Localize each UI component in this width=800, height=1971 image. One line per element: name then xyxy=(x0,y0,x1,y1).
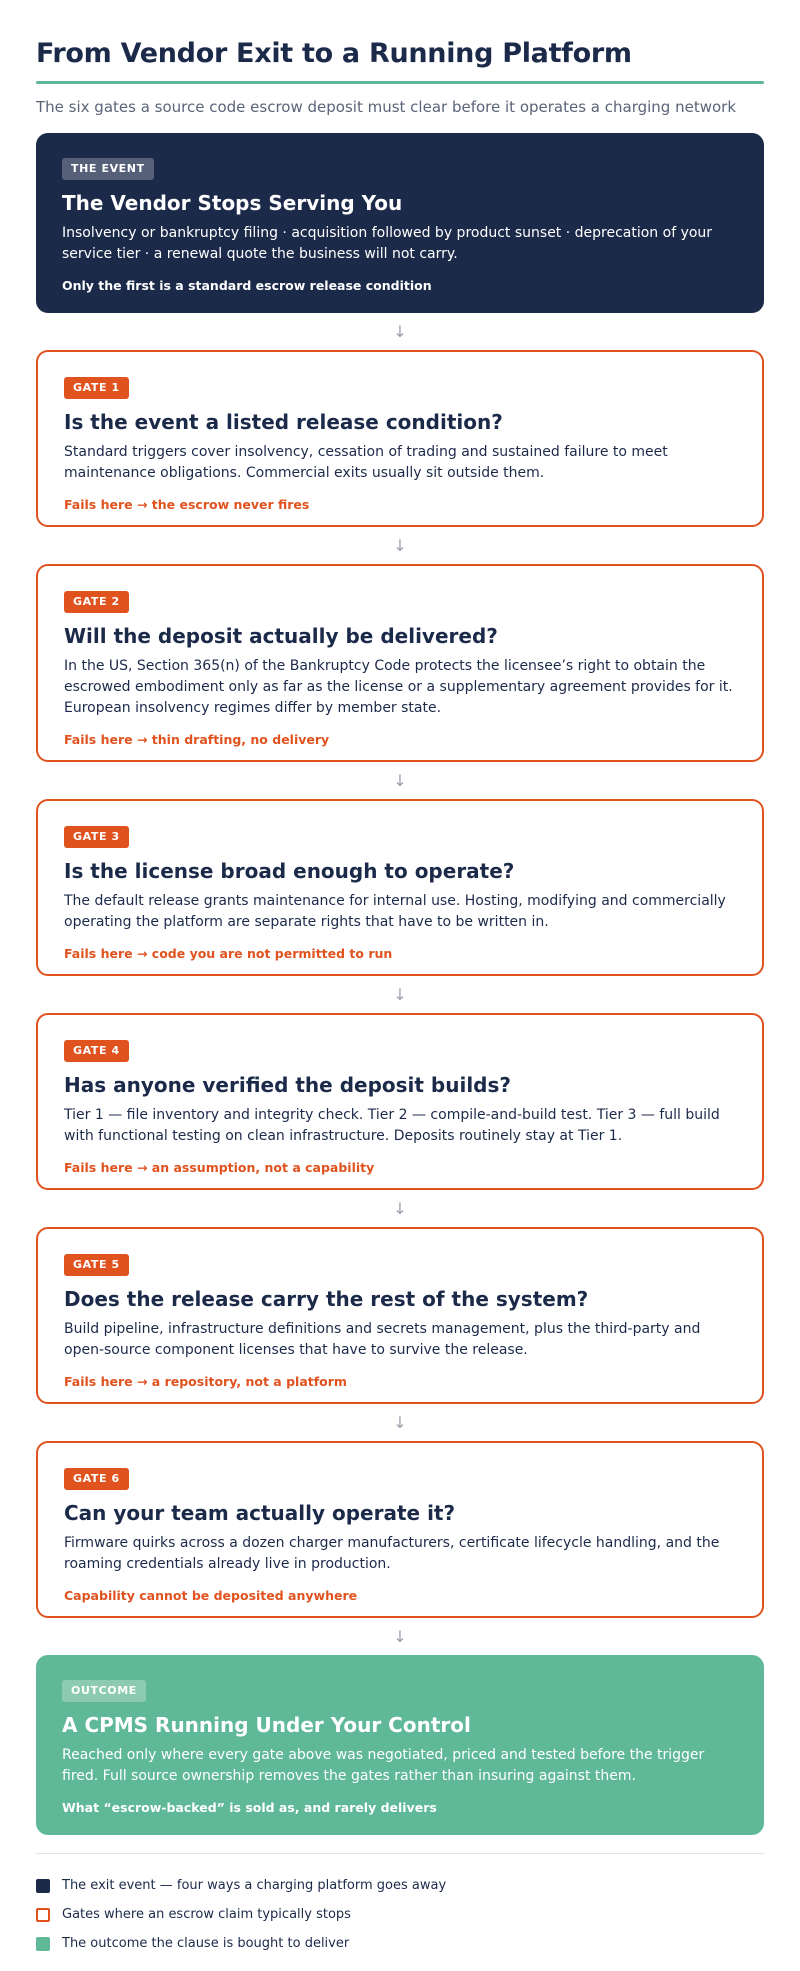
title-underline xyxy=(36,81,764,84)
gate-question: Has anyone verified the deposit builds? xyxy=(64,1073,512,1097)
gate-description: The default release grants maintenance for internal use. Hosting, modifying and commercially operating the platform are separate rights that have to be written in. xyxy=(64,893,726,930)
gate-question: Is the event a listed release condition? xyxy=(64,410,503,434)
legend-swatch-outcome xyxy=(36,1937,50,1951)
gate-badge: GATE 4 xyxy=(64,1040,129,1062)
gate-description: Standard triggers cover insolvency, cessation of trading and sustained failure to meet maintenance obligations. Commercial exits usually sit outside them. xyxy=(64,444,668,481)
gate-card-1 xyxy=(36,350,764,527)
gate-card-2 xyxy=(36,564,764,762)
flow-arrow: ↓ xyxy=(393,1199,407,1218)
flow-arrow: ↓ xyxy=(393,322,407,341)
legend-label: Gates where an escrow claim typically stops xyxy=(62,1907,351,1922)
flow-arrow: ↓ xyxy=(393,1413,407,1432)
outcome-badge: OUTCOME xyxy=(62,1680,146,1702)
gate-card-3 xyxy=(36,799,764,976)
outcome-card xyxy=(36,1655,764,1835)
gate-card-5 xyxy=(36,1227,764,1404)
gate-badge: GATE 5 xyxy=(64,1254,129,1276)
gate-card-4 xyxy=(36,1013,764,1190)
outcome-note: What “escrow-backed” is sold as, and rarely delivers xyxy=(62,1800,437,1815)
page-title: From Vendor Exit to a Running Platform xyxy=(36,38,632,69)
legend-item-gate xyxy=(36,1900,764,1929)
gate-question: Is the license broad enough to operate? xyxy=(64,859,515,883)
gate-failure-note: Capability cannot be deposited anywhere xyxy=(64,1588,358,1603)
gate-card-6 xyxy=(36,1441,764,1618)
gate-question: Can your team actually operate it? xyxy=(64,1501,456,1525)
outcome-title: A CPMS Running Under Your Control xyxy=(62,1713,471,1737)
event-title: The Vendor Stops Serving You xyxy=(62,191,403,215)
gate-failure-note: Fails here → code you are not permitted to run xyxy=(64,946,393,961)
gate-badge: GATE 3 xyxy=(64,826,129,848)
page-subtitle: The six gates a source code escrow deposit must clear before it operates a charging network xyxy=(36,98,737,116)
legend-label: The outcome the clause is bought to deliver xyxy=(62,1936,350,1951)
gate-question: Will the deposit actually be delivered? xyxy=(64,624,498,648)
outcome-body: Reached only where every gate above was negotiated, priced and tested before the trigger fired. Full source ownership removes the gates rather than insuring against them. xyxy=(62,1747,705,1784)
gate-description: In the US, Section 365(n) of the Bankruptcy Code protects the licensee’s right to obtain the escrowed embodiment only as far as the license or a supplementary agreement provides for it. European insolvency regimes differ by member state. xyxy=(64,658,733,716)
gate-description: Tier 1 — file inventory and integrity check. Tier 2 — compile-and-build test. Tier 3 — full build with functional testing on clean infrastructure. Deposits routinely stay at Tier 1. xyxy=(64,1107,720,1144)
gate-description: Build pipeline, infrastructure definitions and secrets management, plus the third-party and open-source component licenses that have to survive the release. xyxy=(64,1321,701,1358)
event-note: Only the first is a standard escrow release condition xyxy=(62,278,432,293)
event-card xyxy=(36,133,764,313)
event-body: Insolvency or bankruptcy filing · acquisition followed by product sunset · deprecation of your service tier · a renewal quote the business will not carry. xyxy=(62,225,713,262)
gate-failure-note: Fails here → the escrow never fires xyxy=(64,497,310,512)
flow-arrow: ↓ xyxy=(393,1627,407,1646)
legend xyxy=(36,1871,764,1958)
gate-badge: GATE 6 xyxy=(64,1468,129,1490)
event-badge: THE EVENT xyxy=(62,158,154,180)
legend-divider xyxy=(36,1853,764,1854)
legend-item-outcome xyxy=(36,1929,764,1958)
gate-description: Firmware quirks across a dozen charger manufacturers, certificate lifecycle handling, and the roaming credentials already live in production. xyxy=(64,1535,720,1572)
legend-swatch-event xyxy=(36,1879,50,1893)
legend-item-event xyxy=(36,1871,764,1900)
gate-failure-note: Fails here → thin drafting, no delivery xyxy=(64,732,330,747)
gate-badge: GATE 2 xyxy=(64,591,129,613)
gate-question: Does the release carry the rest of the system? xyxy=(64,1287,589,1311)
flow-arrow: ↓ xyxy=(393,771,407,790)
gate-failure-note: Fails here → a repository, not a platform xyxy=(64,1374,347,1389)
flow-arrow: ↓ xyxy=(393,536,407,555)
flow-arrow: ↓ xyxy=(393,985,407,1004)
gate-badge: GATE 1 xyxy=(64,377,129,399)
legend-label: The exit event — four ways a charging platform goes away xyxy=(62,1878,447,1893)
gate-failure-note: Fails here → an assumption, not a capability xyxy=(64,1160,375,1175)
legend-swatch-gate xyxy=(36,1908,50,1922)
